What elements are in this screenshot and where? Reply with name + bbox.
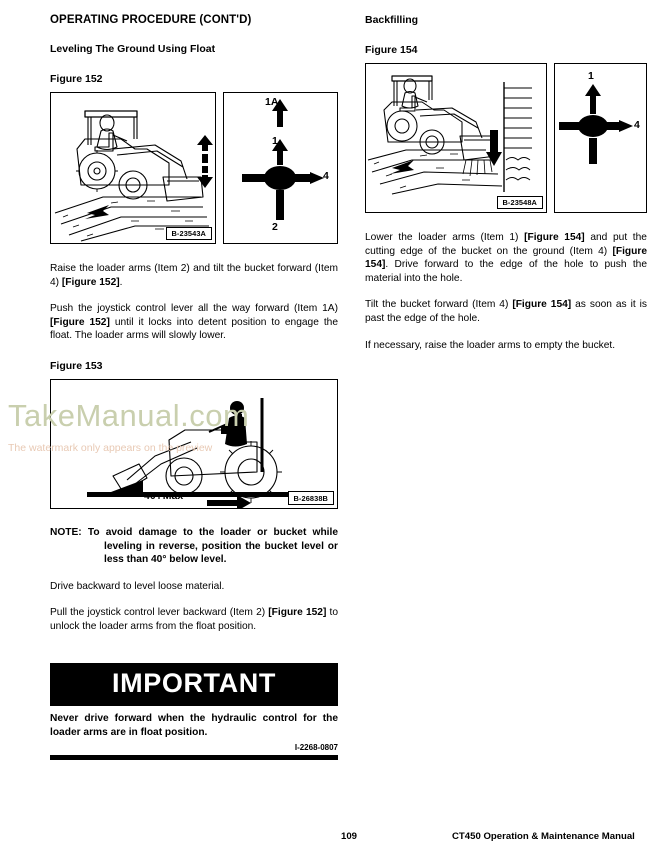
float-updown-arrow <box>197 135 213 188</box>
travel-direction-arrow <box>85 205 109 219</box>
r-para1-figure-ref-2: [Figure 154] <box>365 245 647 271</box>
figure-153 <box>50 379 338 509</box>
r-para1-figure-ref-1: [Figure 154] <box>524 232 585 243</box>
r-para1-text-a: Lower the loader arms (Item 1) <box>365 232 525 243</box>
note-label: NOTE: <box>50 526 82 538</box>
page-title: OPERATING PROCEDURE (CONT'D) <box>50 14 252 26</box>
paragraph-raise-loader-arms <box>50 262 338 289</box>
figure-152-illustration-box <box>50 92 216 244</box>
para1-text-a: Raise the loader arms (Item 2) and tilt the bucket forward (Item 4) <box>50 263 338 288</box>
note-text: To avoid damage to the loader or bucket while leveling in reverse, position the bucket level or less than 40° below level. <box>81 526 338 566</box>
joystick-154-label-4: 4 <box>634 119 640 131</box>
figure-153-caption: Figure 153 <box>50 359 103 372</box>
watermark-sub-text: The watermark only appears on the preview <box>8 442 213 454</box>
joystick-154-label-1: 1 <box>588 70 594 82</box>
r-para1-text-e: . Drive forward to the edge of the hole to push the material into the hole. <box>365 259 647 284</box>
note-block <box>50 526 338 567</box>
tractor-slope-illustration <box>51 380 337 508</box>
watermark-main-text: TakeManual.com <box>8 398 250 433</box>
figure-154 <box>365 63 647 213</box>
right-column <box>365 14 647 352</box>
paragraph-lower-loader-arms <box>365 231 647 285</box>
paragraph-raise-to-empty: If necessary, raise the loader arms to empty the bucket. <box>365 339 616 351</box>
joystick-control-diagram-154 <box>555 64 646 212</box>
paragraph-push-joystick <box>50 302 338 343</box>
bucket-down-arrow <box>486 130 502 166</box>
paragraph-pull-joystick <box>50 606 338 633</box>
figure-154-caption: Figure 154 <box>365 44 418 56</box>
figure-154-illustration-box <box>365 63 547 213</box>
left-column <box>50 14 338 634</box>
important-notice <box>50 663 338 760</box>
paragraph-drive-backward: Drive backward to level loose material. <box>50 580 225 592</box>
important-text: Never drive forward when the hydraulic control for the loader arms are in float position. <box>50 713 338 738</box>
tractor-backfilling-illustration <box>366 64 546 212</box>
r-para2-text-a: Tilt the bucket forward (Item 4) <box>365 299 513 311</box>
para2-text-c: until it locks into detent position to engage the float. The loader arms will slowly lower. <box>50 316 338 342</box>
r-para2-text-c: as soon as it is past the edge of the hole. <box>365 299 647 324</box>
figure-153-angle-label: 40° Max <box>144 489 184 502</box>
figure-154-joystick-box <box>554 63 647 213</box>
figure-152-caption: Figure 152 <box>50 73 103 85</box>
subsection-heading-backfilling: Backfilling <box>365 14 419 26</box>
joystick-152-label-1: 1 <box>272 135 278 147</box>
important-banner: IMPORTANT <box>50 663 338 706</box>
para4-text-a: Pull the joystick control lever backward (Item 2) <box>50 607 269 619</box>
important-bottom-rule <box>50 755 338 760</box>
figure-152-joystick-box <box>223 92 338 244</box>
subsection-heading-leveling: Leveling The Ground Using Float <box>50 43 216 55</box>
para4-figure-ref: [Figure 152] <box>268 607 327 619</box>
para2-text-a: Push the joystick control lever all the way forward (Item 1A) <box>50 303 338 315</box>
paragraph-tilt-bucket <box>365 298 647 325</box>
figure-154-ref-tag: B-23548A <box>497 196 544 210</box>
para1-text-c: . <box>119 276 123 288</box>
figure-152 <box>50 92 338 244</box>
joystick-control-diagram-152 <box>224 93 337 243</box>
para4-text-c: to unlock the loader arms from the float position. <box>50 607 339 632</box>
figure-153-ref-tag: B-26838B <box>288 491 335 505</box>
important-code: I-2268-0807 <box>294 743 338 753</box>
para2-figure-ref: [Figure 152] <box>50 316 110 328</box>
r-para2-figure-ref: [Figure 154] <box>512 299 572 311</box>
para1-figure-ref: [Figure 152] <box>61 276 120 288</box>
footer-manual-title: CT450 Operation & Maintenance Manual <box>452 831 635 842</box>
travel-direction-arrow-154 <box>390 160 414 174</box>
r-para1-text-c: and put the cutting edge of the bucket on the ground (Item 4) <box>365 232 647 257</box>
figure-152-ref-tag: B-23543A <box>166 227 213 241</box>
footer-page-number: 109 <box>341 831 358 842</box>
joystick-152-label-4: 4 <box>323 170 329 182</box>
joystick-152-label-1a: 1A <box>265 96 279 108</box>
joystick-152-label-2: 2 <box>272 221 278 233</box>
tractor-leveling-illustration <box>51 93 215 243</box>
